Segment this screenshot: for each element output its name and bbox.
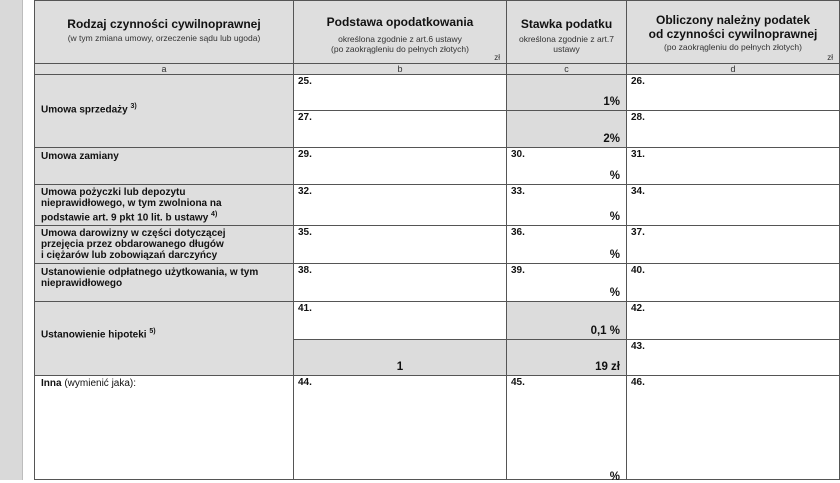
- label-ustanowienie-hipoteki: Ustanowienie hipoteki $^{5)}$: [41, 328, 156, 341]
- letter-cell-b: b: [293, 63, 507, 75]
- field-29[interactable]: 29.: [293, 147, 507, 185]
- row-uzytkowanie-label: [34, 263, 294, 302]
- col-d-title-1: Obliczony należny podatek: [655, 13, 811, 27]
- field-39[interactable]: 39. %: [506, 263, 627, 302]
- rate-cell-1pct: 1%: [506, 74, 627, 111]
- col-a-title: Rodzaj czynności cywilnoprawnej: [67, 17, 261, 31]
- field-36[interactable]: 36. %: [506, 225, 627, 264]
- col-b-subtitle-2: (po zaokrągleniu do pełnych złotych): [331, 44, 469, 54]
- field-26[interactable]: 26.: [626, 74, 840, 111]
- field-37[interactable]: 37.: [626, 225, 840, 264]
- row-zamiana-label: [34, 147, 294, 185]
- label-ustanowienie-uzytkowania: Ustanowienie odpłatnego użytkowania, w tym nieprawidłowego: [41, 267, 259, 289]
- header-col-b: [293, 0, 507, 64]
- field-34[interactable]: 34.: [626, 184, 840, 226]
- col-d-subtitle: (po zaokrągleniu do pełnych złotych): [664, 42, 802, 52]
- field-40[interactable]: 40.: [626, 263, 840, 302]
- hipoteka-fixed-b: 1: [293, 339, 507, 376]
- col-b-title: Podstawa opodatkowania: [326, 15, 474, 29]
- label-umowa-zamiany: Umowa zamiany: [41, 151, 119, 162]
- row-pozyczka-label: [34, 184, 294, 226]
- left-margin-strip: [0, 0, 23, 480]
- row-sprzedaz-label: [34, 74, 294, 148]
- field-35[interactable]: 35.: [293, 225, 507, 264]
- hipoteka-fixed-c: 19 zł: [506, 339, 627, 376]
- header-col-d: [626, 0, 840, 64]
- field-43[interactable]: 43.: [626, 339, 840, 376]
- header-col-a: [34, 0, 294, 64]
- field-44[interactable]: 44.: [293, 375, 507, 480]
- col-a-subtitle: (w tym zmiana umowy, orzeczenie sądu lub ugoda): [67, 33, 261, 43]
- col-d-title-2: od czynności cywilnoprawnej: [648, 27, 818, 41]
- field-33[interactable]: 33. %: [506, 184, 627, 226]
- col-c-title: Stawka podatku: [520, 17, 613, 31]
- field-41[interactable]: 41.: [293, 301, 507, 340]
- field-38[interactable]: 38.: [293, 263, 507, 302]
- label-umowa-pozyczki: Umowa pożyczki lub depozytu nieprawidłowego, w tym zwolniona na podstawie art. 9 pkt 10 lit. b ustawy $^{4)}$: [41, 187, 222, 224]
- label-umowa-darowizny: Umowa darowizny w części dotyczącej przejęcia przez obdarowanego długów i ciężarów lub zobowiązań darczyńcy: [41, 228, 226, 261]
- field-42[interactable]: 42.: [626, 301, 840, 340]
- letter-cell-a: a: [34, 63, 294, 75]
- col-c-subtitle-2: ustawy: [553, 44, 580, 54]
- field-25[interactable]: 25.: [293, 74, 507, 111]
- field-30[interactable]: 30. %: [506, 147, 627, 185]
- header-col-c: [506, 0, 627, 64]
- field-28[interactable]: 28.: [626, 110, 840, 148]
- col-c-subtitle-1: określona zgodnie z art.7: [519, 34, 614, 44]
- label-inna: Inna (wymienić jaka):: [41, 378, 137, 389]
- col-d-unit: zł: [827, 53, 833, 62]
- field-46[interactable]: 46.: [626, 375, 840, 480]
- letter-cell-d: d: [626, 63, 840, 75]
- col-b-unit: zł: [494, 53, 500, 62]
- rate-cell-0-1pct: 0,1 %: [506, 301, 627, 340]
- row-darowizna-label: [34, 225, 294, 264]
- label-umowa-sprzedazy: Umowa sprzedaży $^{3)}$: [41, 103, 137, 116]
- rate-cell-2pct: 2%: [506, 110, 627, 148]
- field-31[interactable]: 31.: [626, 147, 840, 185]
- row-hipoteka-label: [34, 301, 294, 376]
- field-45[interactable]: 45. %: [506, 375, 627, 480]
- col-b-subtitle-1: określona zgodnie z art.6 ustawy: [338, 34, 462, 44]
- field-32[interactable]: 32.: [293, 184, 507, 226]
- letter-cell-c: c: [506, 63, 627, 75]
- row-inna-label[interactable]: [34, 375, 294, 480]
- field-27[interactable]: 27.: [293, 110, 507, 148]
